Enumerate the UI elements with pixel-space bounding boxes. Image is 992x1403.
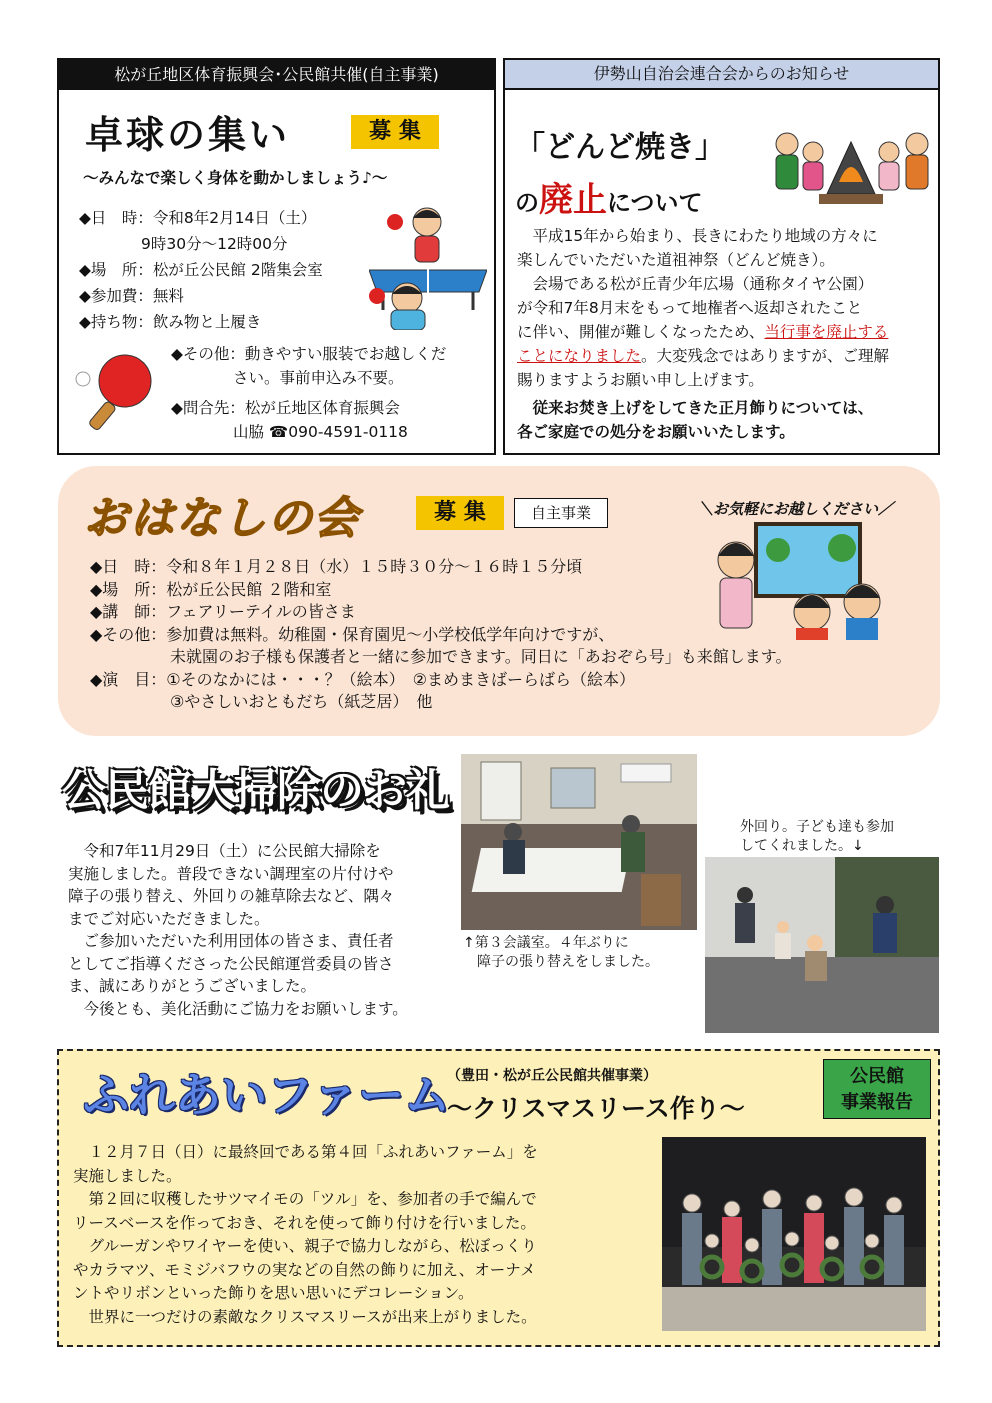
detail-line: ◆持ち物：飲み物と上履き xyxy=(79,313,262,331)
cleaning-body xyxy=(68,840,408,1020)
farm-title: ふれあいファーム xyxy=(83,1068,451,1122)
ohanashi-title: おはなしの会 xyxy=(84,493,360,544)
meeting-room-caption xyxy=(463,934,659,972)
body-line: やカラマツ、モミジバフウの実などの自然の飾りに加え、オーナメ xyxy=(73,1260,536,1279)
dondo-body xyxy=(517,224,889,444)
body-line: としてご指導くださった公民館運営委員の皆さ xyxy=(68,954,394,973)
table-tennis-other-details xyxy=(171,342,446,444)
body-line: 楽しんでいただいた道祖神祭（どんど焼き）。 xyxy=(517,251,835,269)
dondo-subtitle-pre: の xyxy=(515,189,539,217)
badge-line: 公民館 xyxy=(850,1066,904,1087)
body-line: ご参加いただいた利用団体の皆さま、責任者 xyxy=(68,932,394,950)
detail-line: さい。事前申込み不要。 xyxy=(171,369,404,387)
caption-line: 障子の張り替えをしました。 xyxy=(463,954,659,970)
body-line: までご対応いただきました。 xyxy=(68,909,270,928)
badge-line: 事業報告 xyxy=(841,1092,913,1113)
table-tennis-header: 松が丘地区体育振興会･公民館共催(自主事業) xyxy=(59,60,494,90)
body-line: グルーガンやワイヤーを使い、親子で協力しながら、松ぼっくり xyxy=(73,1237,537,1255)
detail-line: 未就園のお子様も保護者と一緒に参加できます。同日に「あおぞら号」も来館します。 xyxy=(90,647,792,666)
body-line: 実施しました。普段できない調理室の片付けや xyxy=(68,864,394,883)
farm-body xyxy=(73,1141,538,1329)
body-line: リースベースを作っておき、それを使って飾り付けを行いました。 xyxy=(73,1213,536,1232)
meeting-room-photo xyxy=(461,754,697,930)
dondo-title: 「どんど焼き」 xyxy=(515,130,725,165)
body-line: ことになりました。大変残念ではありますが、ご理解 xyxy=(517,347,890,365)
abolition-highlight: ことになりました xyxy=(517,347,642,365)
table-tennis-panel xyxy=(57,58,496,455)
farm-report-badge xyxy=(823,1059,931,1119)
detail-line: ◆参加費：無料 xyxy=(79,287,184,305)
dondo-panel xyxy=(503,58,940,455)
detail-line: ◆演 目：①そのなかには・・・？（絵本） ②まめまきばーらばら（絵本） xyxy=(90,669,635,689)
body-line: １２月７日（日）に最終回である第４回「ふれあいファーム」を xyxy=(73,1143,538,1161)
detail-line: ◆講 師：フェアリーテイルの皆さま xyxy=(90,602,356,621)
detail-line: ◆日 時：令和８年１月２８日（水）１５時３０分〜１６時１５分頃 xyxy=(90,557,583,576)
table-tennis-details xyxy=(79,205,323,335)
farm-panel xyxy=(57,1049,940,1347)
wreath-group-photo xyxy=(662,1137,926,1331)
body-line: に伴い、開催が難しくなったため、当行事を廃止する xyxy=(517,323,889,341)
body-line: ントやリボンといった飾りを思い思いにデコレーション。 xyxy=(73,1284,474,1302)
detail-line: 9時30分〜12時00分 xyxy=(79,235,288,253)
table-tennis-players-illustration xyxy=(369,200,487,330)
body-line: 今後とも、美化活動にご協力をお願いします。 xyxy=(68,999,408,1018)
dondo-subtitle xyxy=(515,172,703,221)
detail-line: ◆その他：参加費は無料。幼稚園・保育園児〜小学校低学年向けですが、 xyxy=(90,624,615,644)
body-line: が令和7年8月末をもって地権者へ返却されたこと xyxy=(517,299,863,317)
body-line: 障子の張り替え、外回りの雑草除去など、隅々 xyxy=(68,887,395,905)
table-tennis-title: 卓球の集い xyxy=(85,113,291,157)
ohanashi-bubble: ＼お気軽にお越しください／ xyxy=(698,500,894,518)
ohanashi-details xyxy=(90,556,791,714)
caption-line: ↑第３会議室。４年ぶりに xyxy=(463,935,629,951)
farm-cohost: （豊田・松が丘公民館共催事業） xyxy=(447,1068,657,1084)
detail-line: 山脇 ☎090-4591-0118 xyxy=(171,423,408,441)
ohanashi-panel xyxy=(58,466,940,736)
body-line: ま、誠にありがとうございました。 xyxy=(68,977,317,995)
bonfire-illustration xyxy=(767,122,935,214)
detail-line: ◆日 時：令和8年2月14日（土） xyxy=(79,209,317,227)
outdoor-caption xyxy=(740,818,894,856)
caption-line: してくれました。↓ xyxy=(740,838,864,854)
body-line: 令和7年11月29日（土）に公民館大掃除を xyxy=(68,842,381,860)
ohanashi-badge: 募 集 xyxy=(416,496,504,530)
dondo-subtitle-post: について xyxy=(607,189,703,217)
body-line: 会場である松が丘青少年広場（通称タイヤ公園） xyxy=(517,275,874,293)
body-line: 実施しました。 xyxy=(73,1166,182,1185)
detail-line: ◆場 所：松が丘公民館 2階集会室 xyxy=(79,261,323,279)
farm-subtitle: 〜クリスマスリース作り〜 xyxy=(447,1094,745,1123)
detail-line: ③やさしいおともだち（紙芝居） 他 xyxy=(90,692,433,711)
table-tennis-subtitle: 〜みんなで楽しく身体を動かしましょう♪〜 xyxy=(83,169,388,187)
body-line: 平成15年から始まり、長きにわたり地域の方々に xyxy=(517,227,878,245)
abolition-highlight: 当行事を廃止する xyxy=(764,323,889,341)
closing-line: 各ご家庭での処分をお願いいたします。 xyxy=(517,423,795,441)
detail-line: ◆場 所：松が丘公民館 ２階和室 xyxy=(90,579,332,599)
table-tennis-badge: 募 集 xyxy=(351,115,439,149)
caption-line: 外回り。子ども達も参加 xyxy=(740,819,894,835)
cleaning-title: 公民館大掃除のお礼 xyxy=(62,765,449,816)
paddle-illustration xyxy=(73,345,165,437)
detail-line: ◆問合先：松が丘地区体育振興会 xyxy=(171,399,400,417)
closing-line: 従来お焚き上げをしてきた正月飾りについては、 xyxy=(517,399,874,417)
body-line: 賜りますようお願い申し上げます。 xyxy=(517,371,764,389)
dondo-header: 伊勢山自治会連合会からのお知らせ xyxy=(505,60,938,90)
detail-line: ◆その他：動きやすい服装でお越しくだ xyxy=(171,345,447,363)
body-line: 第２回に収穫したサツマイモの「ツル」を、参加者の手で編んで xyxy=(73,1190,537,1208)
ohanashi-tag: 自主事業 xyxy=(514,498,608,528)
dondo-subtitle-em: 廃止 xyxy=(539,180,607,220)
body-line: 世界に一つだけの素敵なクリスマスリースが出来上がりました。 xyxy=(73,1307,537,1326)
outdoor-cleaning-photo xyxy=(705,857,939,1033)
